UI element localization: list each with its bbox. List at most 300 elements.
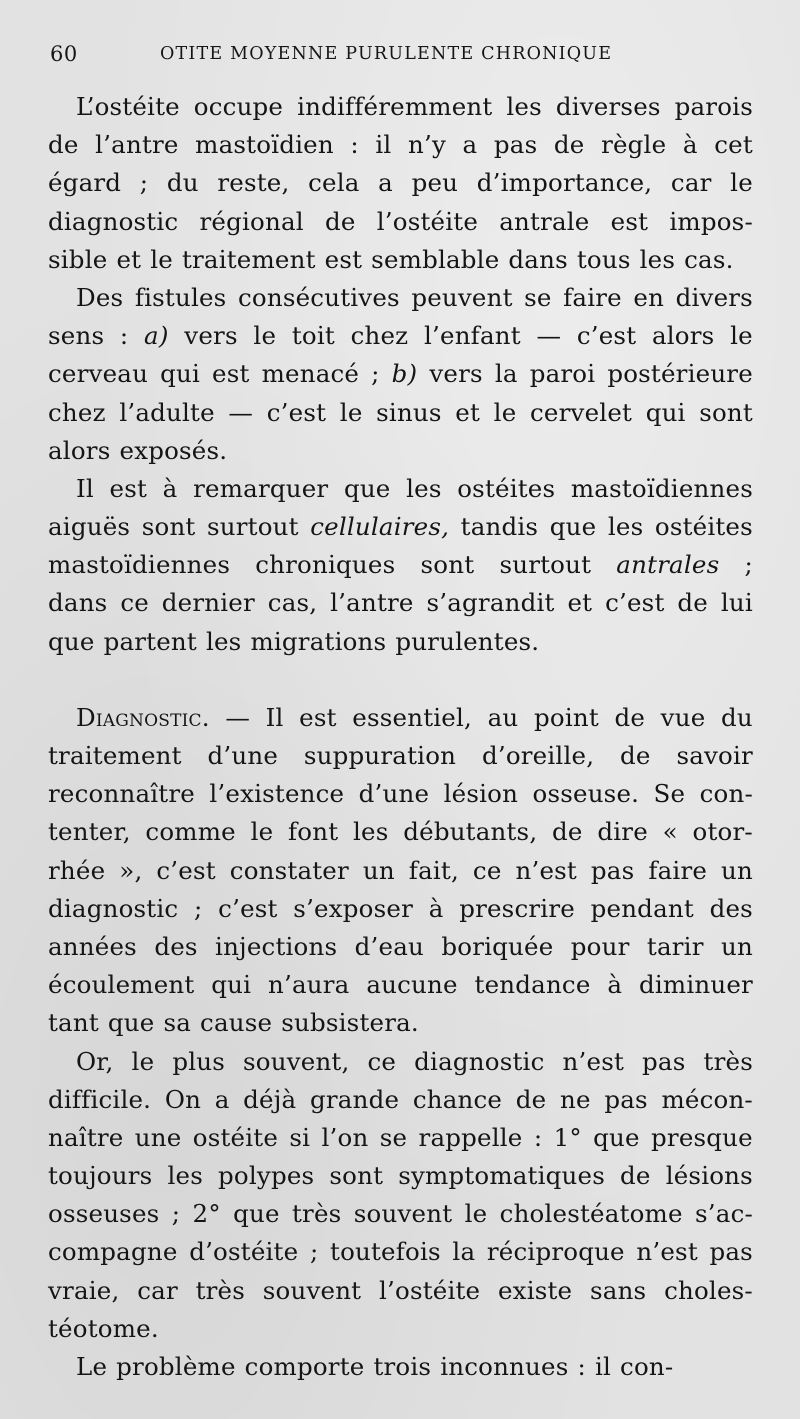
word: a [462,130,478,160]
word: ostéites [654,512,753,542]
word: lésion [443,779,519,809]
word: l’adulte [119,397,215,427]
word: choles- [664,1275,753,1305]
word: une [134,1122,182,1152]
word: n’y [407,130,446,160]
word: fistules [134,282,227,312]
word: n’est [636,1237,698,1267]
word: s’exposer [293,893,413,923]
word: : [119,321,129,351]
word: constater [229,855,349,885]
word: en [633,282,665,312]
word: du [166,168,199,198]
word: mastoïdiennes [48,550,231,580]
word: a [378,168,393,198]
word: le [464,1199,488,1229]
word: faire [648,855,708,885]
word: au [487,702,519,732]
paragraph [48,470,753,661]
word: de [48,130,79,160]
word: tant [48,1008,99,1038]
word: ; [309,1237,319,1267]
word: ce [120,588,149,618]
section-heading: Diagnostic. [76,702,210,732]
word: très [195,1275,246,1305]
word: les [167,1161,203,1191]
text-line [48,1157,753,1195]
word: vraie, [48,1275,120,1305]
word: chez [350,321,409,351]
word: compagne [48,1237,178,1267]
word: toutefois [330,1237,441,1267]
word: rappelle [418,1122,523,1152]
text-line [48,1272,753,1310]
word: antrale [499,206,590,236]
word: tandis [460,512,539,542]
word: le [150,244,173,274]
word: aiguës [48,512,131,542]
word: pas [709,1237,753,1267]
text-line [48,88,753,126]
word: diverses [555,92,661,121]
text-line [48,508,753,546]
word: du [721,702,753,732]
text-line [48,1348,753,1386]
text-line [48,432,753,470]
word: est [212,359,250,389]
word: subsistera. [281,1008,419,1038]
word: est [610,206,649,236]
word: ; [171,1199,181,1229]
word: semblable [371,244,500,274]
text-line [48,203,753,241]
word: presque [651,1122,753,1152]
word: d’oreille, [481,741,595,770]
word: sinus [376,397,442,427]
word: de [620,741,651,770]
word: et [116,244,142,274]
word: le [730,321,753,351]
word: ; [194,893,203,923]
word: car [137,1275,178,1305]
word: dans [508,244,568,274]
word: années [48,931,137,961]
word: naître [48,1122,124,1152]
word: des [709,893,753,923]
word: pas [590,855,635,885]
word: chez [48,397,106,427]
word: l’on [321,1122,369,1152]
word: très [703,1046,753,1076]
word: difficile. [48,1084,152,1114]
word: sa [163,1008,192,1038]
text-line [48,890,753,928]
word: n’est [515,855,577,885]
word: un [721,931,753,961]
word: reste, [217,168,290,198]
word: 2° [192,1199,221,1229]
text-line [48,966,753,1004]
word: Il [76,473,94,503]
word: sont [329,1161,384,1191]
paragraph [48,1348,753,1386]
word: cervelet [530,397,633,427]
word: l’existence [209,779,345,809]
word: surtout [499,550,592,580]
paragraph [48,1043,753,1349]
word: d’une [358,779,430,809]
word: postérieure [607,359,753,389]
word: « [662,817,678,847]
word: se [524,282,552,312]
word: vue [660,702,706,732]
text-line [48,164,753,202]
word: migrations [250,626,387,656]
word: antrales [616,550,720,580]
word: cholestéatome [499,1199,683,1229]
word: que [233,1199,280,1229]
word: pas [604,1084,648,1114]
text-line [48,470,753,508]
section-gap [48,661,753,699]
word: des [154,931,198,961]
word: si [289,1122,311,1152]
word: b) [391,359,418,389]
word: sens [48,321,105,351]
word: remarquer [193,473,329,503]
word: point [533,702,599,732]
word: essentiel, [352,702,472,732]
word: le [131,1046,155,1076]
word: fait, [408,855,459,885]
word: — [228,397,254,427]
text-line [48,584,753,622]
word: comporte [244,1352,365,1381]
word: trois [373,1352,432,1381]
word: un [362,855,395,885]
word: la [494,359,518,389]
word: tarir [646,931,704,961]
text-line [48,928,753,966]
word: 1° [553,1122,582,1152]
word: à [607,970,623,1000]
word: L’ostéite [76,92,180,121]
word: l’enfant [423,321,521,351]
word: écoulement [48,970,195,1000]
word: est [299,702,337,732]
word: osseuses [48,1199,160,1229]
word: On [164,1084,202,1114]
word: cas. [684,244,734,274]
word: chroniques [255,550,396,580]
word: traitement [181,244,316,274]
word: la [452,1237,476,1267]
word: s’ac- [695,1199,753,1229]
word: Il [265,702,284,732]
word: font [288,817,339,847]
word: les [353,817,389,847]
word: est [109,473,148,503]
word: : [350,130,359,160]
word: prescrire [459,893,575,923]
text-line [48,279,753,317]
word: c’est [156,855,216,885]
word: qui [160,359,200,389]
word: problème [116,1352,236,1381]
word: les [639,244,676,274]
word: parois [674,92,753,121]
word: ostéites [457,473,556,503]
word: régional [199,206,304,236]
word: reconnaître [48,779,195,809]
word: égard [48,168,122,198]
word: : [577,1352,586,1381]
word: se [379,1122,408,1152]
word: à [162,473,178,503]
word: lésions [665,1161,753,1191]
text-line [48,813,753,851]
word: l’ostéite [378,1275,481,1305]
word: l’antre [95,130,179,160]
word: l’antre [330,588,414,618]
word: cellulaires, [310,512,450,542]
running-head [50,42,750,72]
word: qui [211,970,252,1000]
word: pendant [590,893,694,923]
word: cet [714,130,753,160]
text-line [48,1004,753,1042]
word: de [677,588,708,618]
word: — [536,321,562,351]
word: ce [367,1046,397,1076]
word: sible [48,244,108,274]
word: le [493,397,517,427]
word: pour [570,931,630,961]
word: comme [145,817,236,847]
paragraph [48,699,753,1043]
word: que [343,473,391,503]
word: cause [200,1008,273,1038]
word: s’agrandit [426,588,555,618]
word: et [567,588,593,618]
text-line [48,317,753,355]
text-line [48,546,753,584]
word: con- [699,779,753,809]
word: que [48,626,95,656]
text-line [48,1195,753,1233]
paragraph [48,88,753,279]
word: alors [48,435,111,465]
word: traitement [48,741,182,770]
word: partent [103,626,197,656]
word: de [620,1161,651,1191]
word: le [730,168,753,198]
word: diagnostic [48,206,179,236]
word: a [214,1084,230,1114]
text-line [48,699,753,737]
word: les [506,92,542,121]
word: consécutives [237,282,400,312]
word: qui [645,397,686,427]
word: que [593,1122,640,1152]
word: exposés. [119,435,228,465]
word: peuvent [411,282,513,312]
word: indifféremment [297,92,493,121]
word: que [549,512,597,542]
word: il [594,1352,612,1381]
word: chance [412,1084,503,1114]
word: Le [76,1352,108,1381]
word: injections [215,931,338,961]
running-title: OTITE MOYENNE PURULENTE CHRONIQUE [160,44,613,64]
word: toit [291,321,335,351]
word: aucune [366,970,458,1000]
word: le [253,321,277,351]
word: l’ostéite [376,206,479,236]
word: car [670,168,712,198]
word: souvent [262,1275,362,1305]
word: d’une [207,741,279,770]
text-line [48,241,753,279]
word: dans [48,588,108,618]
text-line [48,1310,753,1348]
word: c’est [576,321,637,351]
word: de [324,206,356,236]
word: à [428,893,444,923]
word: débutants, [403,817,538,847]
word: il [375,130,392,160]
word: otor- [692,817,753,847]
word: téotome. [48,1313,159,1343]
word: vers [184,321,238,351]
word: n’est [562,1046,625,1076]
word: le [250,817,274,847]
word: les [607,512,644,542]
text-line [48,1233,753,1271]
word: polypes [218,1161,315,1191]
word: a) [144,321,169,351]
word: mécon- [661,1084,753,1114]
word: sont [420,550,475,580]
page-number: 60 [50,42,78,66]
word: vers [429,359,483,389]
word: mastoïdien [195,130,334,160]
word: Des [76,282,124,312]
word: rhée [48,855,106,885]
word: de [515,1084,547,1114]
word: tous [576,244,631,274]
word: déjà [243,1084,297,1114]
word: inconnues [440,1352,569,1381]
word: plus [172,1046,225,1076]
word: mastoïdiennes [570,473,753,503]
word: diminuer [639,970,753,1000]
word: d’eau [354,931,424,961]
text-line [48,623,753,661]
word: cerveau [48,359,149,389]
word: con- [620,1352,674,1381]
word: c’est [266,397,327,427]
word: dernier [161,588,255,618]
word: ; [371,359,380,389]
word: les [406,473,442,503]
word: diagnostic [414,1046,545,1076]
word: osseuse. [532,779,640,809]
text-line [48,852,753,890]
text-line [48,1081,753,1119]
body-text [48,88,753,1386]
word: réciproque [486,1237,625,1267]
word: ce [472,855,502,885]
word: cela [308,168,360,198]
word: sont [699,397,753,427]
word: grande [310,1084,400,1114]
word: les [205,626,242,656]
text-line [48,394,753,432]
word: dire [597,817,648,847]
word: très [292,1199,342,1229]
word: occupe [193,92,284,121]
text-line [48,126,753,164]
word: symptomatiques [398,1161,605,1191]
word: sont [141,512,196,542]
word: ; [744,550,753,580]
word: de [553,130,585,160]
word: menacé [261,359,360,389]
word: », [119,855,143,885]
word: que [107,1008,155,1038]
word: existe [497,1275,573,1305]
word: suppuration [303,741,457,770]
word: Se [653,779,686,809]
word: pas [642,1046,686,1076]
word: de [614,702,646,732]
word: le [339,397,363,427]
word: paroi [529,359,596,389]
word: tendance [474,970,591,1000]
text-line [48,737,753,775]
word: diagnostic [48,893,179,923]
word: d’ostéite [189,1237,299,1267]
word: boriquée [441,931,554,961]
word: règle [601,130,667,160]
word: peu [411,168,459,198]
word: tenter, [48,817,131,847]
word: un [721,855,753,885]
word: n’aura [268,970,350,1000]
word: pas [493,130,538,160]
word: purulentes. [395,626,540,656]
word: cas, [267,588,318,618]
word: surtout [207,512,299,542]
text-line [48,1119,753,1157]
word: ; [139,168,149,198]
paragraph [48,279,753,470]
word: savoir [676,741,753,770]
word: ne [560,1084,591,1114]
word: sans [590,1275,647,1305]
word: souvent [353,1199,453,1229]
word: toujours [48,1161,153,1191]
word: de [552,817,583,847]
word: souvent, [243,1046,350,1076]
text-line [48,355,753,393]
word: c’est [605,588,665,618]
text-line [48,1043,753,1081]
word: — [225,702,251,732]
word: Or, [76,1046,114,1076]
word: et [455,397,481,427]
